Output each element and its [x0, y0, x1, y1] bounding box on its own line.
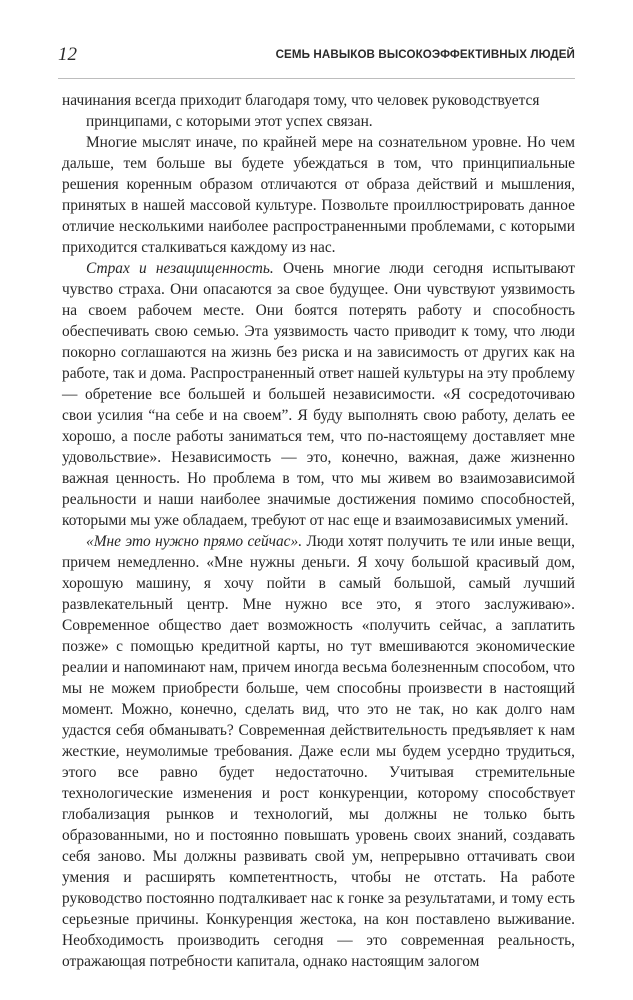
paragraph-lead: «Мне это нужно прямо сейчас».	[86, 533, 303, 550]
paragraph-fear	[62, 258, 575, 531]
body-text	[62, 90, 575, 972]
paragraph-lead: Страх и незащищенность.	[86, 260, 274, 277]
page-header	[58, 40, 575, 70]
header-divider	[58, 78, 575, 79]
paragraph-text: Очень многие люди сегодня испытывают чувство страха. Они опасаются за свое будущее. Они чувствуют уязвимость на своем рабочем месте. Они боятся потерять работу и способность обеспечивать свою семью. Эта уязвимость часто приводит к тому, что люди покорно соглашаются на жизнь без риска и на зависимость от других как на работе, так и дома. Распространенный ответ нашей культуры на эту проблему — обретение все большей и большей независимости. «Я сосредоточиваю свои усилия “на себе и на своем”. Я буду выполнять свою работу, делать ее хорошо, а после работы заниматься тем, что по-настоящему доставляет мне удовольствие». Независимость — это, конечно, важная, даже жизненно важная ценность. Но проблема в том, что мы живем во взаимозависимой реальности и наши наиболее значимые достижения помимо способностей, которыми мы уже обладаем, требуют от нас еще и взаимозависимых умений.	[62, 260, 575, 529]
paragraph-line: принципами, с которыми этот успех связан.	[86, 113, 373, 130]
paragraph-line: начинания всегда приходит благодаря тому, что человек руководствуется	[62, 92, 540, 109]
page-number: 12	[58, 44, 77, 65]
paragraph-continued	[62, 90, 575, 132]
paragraph-need-now	[62, 531, 575, 972]
paragraph-text: Люди хотят получить те или иные вещи, причем немедленно. «Мне нужны деньги. Я хочу большой красивый дом, хорошую машину, я хочу пойти в самый большой, самый лучший развлекательный центр. Мне нужно все это, я этого заслуживаю». Современное общество дает возможность «получить сейчас, а заплатить позже» с помощью кредитной карты, но тут вмешиваются экономические реалии и напоминают нам, причем иногда весьма болезненным способом, что мы не можем приобрести больше, чем способны произвести в настоящий момент. Можно, конечно, сделать вид, что это не так, но как долго нам удастся себя обманывать? Современная действительность предъявляет к нам жесткие, неумолимые требования. Даже если мы будем усердно трудиться, этого все равно будет недостаточно. Учитывая стремительные технологические изменения и рост конкуренции, которому способствует глобализация рынков и технологий, мы должны не только быть образованными, но и постоянно повышать уровень своих знаний, создавать себя заново. Мы должны развивать свой ум, непрерывно оттачивать свои умения и расширять компетентность, чтобы не отстать. На работе руководство постоянно подталкивает нас к гонке за результатами, и тому есть серьезные причины. Конкуренция жестока, на кон поставлено выживание. Необходимость производить сегодня — это современная реальность, отражающая потребности капитала, однако настоящим залогом	[62, 533, 575, 970]
paragraph: Многие мыслят иначе, по крайней мере на сознательном уровне. Но чем дальше, тем больше вы будете убеждаться в том, что принципиальные решения коренным образом отличаются от образа действий и мышления, принятых в нашей массовой культуре. Позвольте проиллюстрировать данное отличие несколькими наиболее распространенными проблемами, с которыми приходится сталкиваться каждому из нас.	[62, 134, 575, 256]
running-title: СЕМЬ НАВЫКОВ ВЫСОКОЭФФЕКТИВНЫХ ЛЮДЕЙ	[275, 48, 575, 61]
